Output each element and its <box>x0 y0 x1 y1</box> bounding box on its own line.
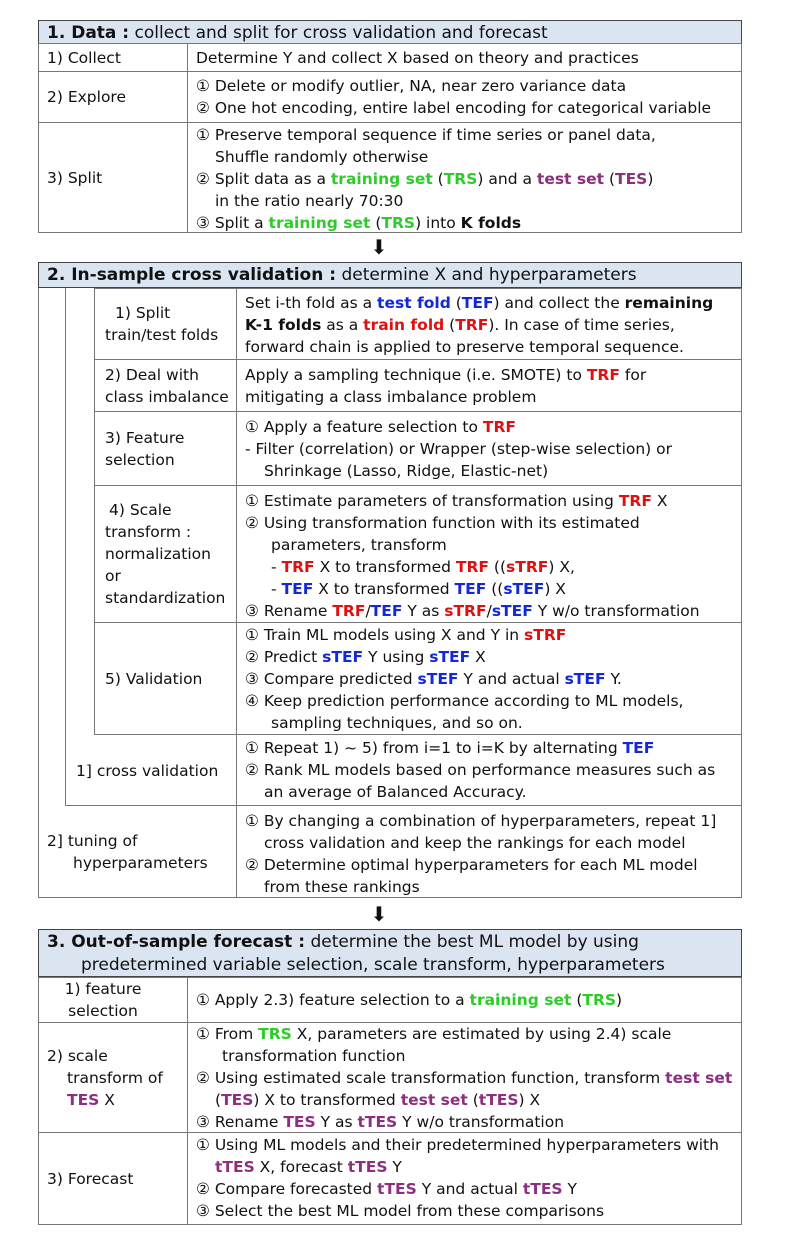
s2-feature-text: ① Apply a feature selection to TRF - Filter (correlation) or Wrapper (step-wise selection) or Shrinkage (Lasso, Ridge, Elastic-net) <box>236 411 742 486</box>
s2-cv-label: 1] cross validation <box>76 761 219 780</box>
s1-explore-label: 2) Explore <box>38 71 188 123</box>
section-2-header <box>38 262 742 288</box>
section-3-title-2: predetermined variable selection, scale transform, hyperparameters <box>81 955 665 975</box>
s2-imbalance-text: Apply a sampling technique (i.e. SMOTE) to TRF for mitigating a class imbalance problem <box>236 359 742 412</box>
s1-collect-label: 1) Collect <box>38 43 188 72</box>
s2-split-text: Set i-th fold as a test fold (TEF) and collect the remaining K-1 folds as a train fold (TRF). In case of time series, forward chain is applied to preserve temporal sequence. <box>236 288 742 360</box>
s1-split-text: ① Preserve temporal sequence if time series or panel data, Shuffle randomly otherwise ② Split data as a training set (TRS) and a test set (TES) in the ratio nearly 70:30 ③ Split a training set (TRS) into K folds <box>187 122 742 233</box>
s1-split-label: 3) Split <box>38 122 188 233</box>
arrow-down-icon-1: ⬇ <box>370 235 388 259</box>
s2-scale-text: ① Estimate parameters of transformation using TRF X ② Using transformation function with its estimated parameters, transform - TRF X to transformed TRF ((sTRF) X, - TEF X to transformed TEF ((sTEF) X ③ Rename TRF/TEF Y as sTRF/sTEF Y w/o transformation <box>236 485 742 623</box>
s3-feature-text: ① Apply 2.3) feature selection to a training set (TRS) <box>187 977 742 1023</box>
s2-validation-label: 5) Validation <box>94 622 237 735</box>
arrow-down-icon-2: ⬇ <box>370 902 388 926</box>
section-2-title: determine X and hyperparameters <box>341 265 637 285</box>
section-1-header <box>38 20 742 44</box>
section-3-title: determine the best ML model by using <box>310 932 639 952</box>
s2-validation-text: ① Train ML models using X and Y in sTRF ② Predict sTEF Y using sTEF X ③ Compare predicted sTEF Y and actual sTEF Y. ④ Keep prediction performance according to ML models, sampling techniques, and so on. <box>236 622 742 735</box>
s1-explore-text: ① Delete or modify outlier, NA, near zero variance data ② One hot encoding, entire label encoding for categorical variable <box>187 71 742 123</box>
s2-cv-text: ① Repeat 1) ~ 5) from i=1 to i=K by alternating TEF ② Rank ML models based on performance measures such as an average of Balanced Accuracy. <box>236 734 742 806</box>
s2-split-label: 1) Split train/test folds <box>94 288 237 360</box>
s3-forecast-text: ① Using ML models and their predetermined hyperparameters with tTES X, forecast tTES Y ② Compare forecasted tTES Y and actual tTES Y ③ Select the best ML model from these comparisons <box>187 1132 742 1225</box>
s2-scale-label: 4) Scale transform : normalization or standardization <box>94 485 237 623</box>
section-1-title: collect and split for cross validation and forecast <box>134 23 548 43</box>
s2-tuning-text: ① By changing a combination of hyperparameters, repeat 1] cross validation and keep the rankings for each model ② Determine optimal hyperparameters for each ML model from these rankings <box>236 805 742 898</box>
s1-collect-text: Determine Y and collect X based on theory and practices <box>187 43 742 72</box>
s3-scale-label: 2) scale transform of TES X <box>38 1022 188 1133</box>
s2-imbalance-label: 2) Deal with class imbalance <box>94 359 237 412</box>
section-3-header <box>38 929 742 977</box>
s3-scale-text: ① From TRS X, parameters are estimated by using 2.4) scale transformation function ② Using estimated scale transformation function, transform test set (TES) X to transformed test set (tTES) X ③ Rename TES Y as tTES Y w/o transformation <box>187 1022 742 1133</box>
section-2-number: 2. In-sample cross validation : <box>47 265 337 285</box>
section-3-number: 3. Out-of-sample forecast : <box>47 932 306 952</box>
s2-feature-label: 3) Feature selection <box>94 411 237 486</box>
section-1-number: 1. Data : <box>47 23 130 43</box>
s3-forecast-label: 3) Forecast <box>38 1132 188 1225</box>
s2-tuning-label: 2] tuning of hyperparameters <box>47 831 208 872</box>
s3-feature-label: 1) feature selection <box>38 977 188 1023</box>
